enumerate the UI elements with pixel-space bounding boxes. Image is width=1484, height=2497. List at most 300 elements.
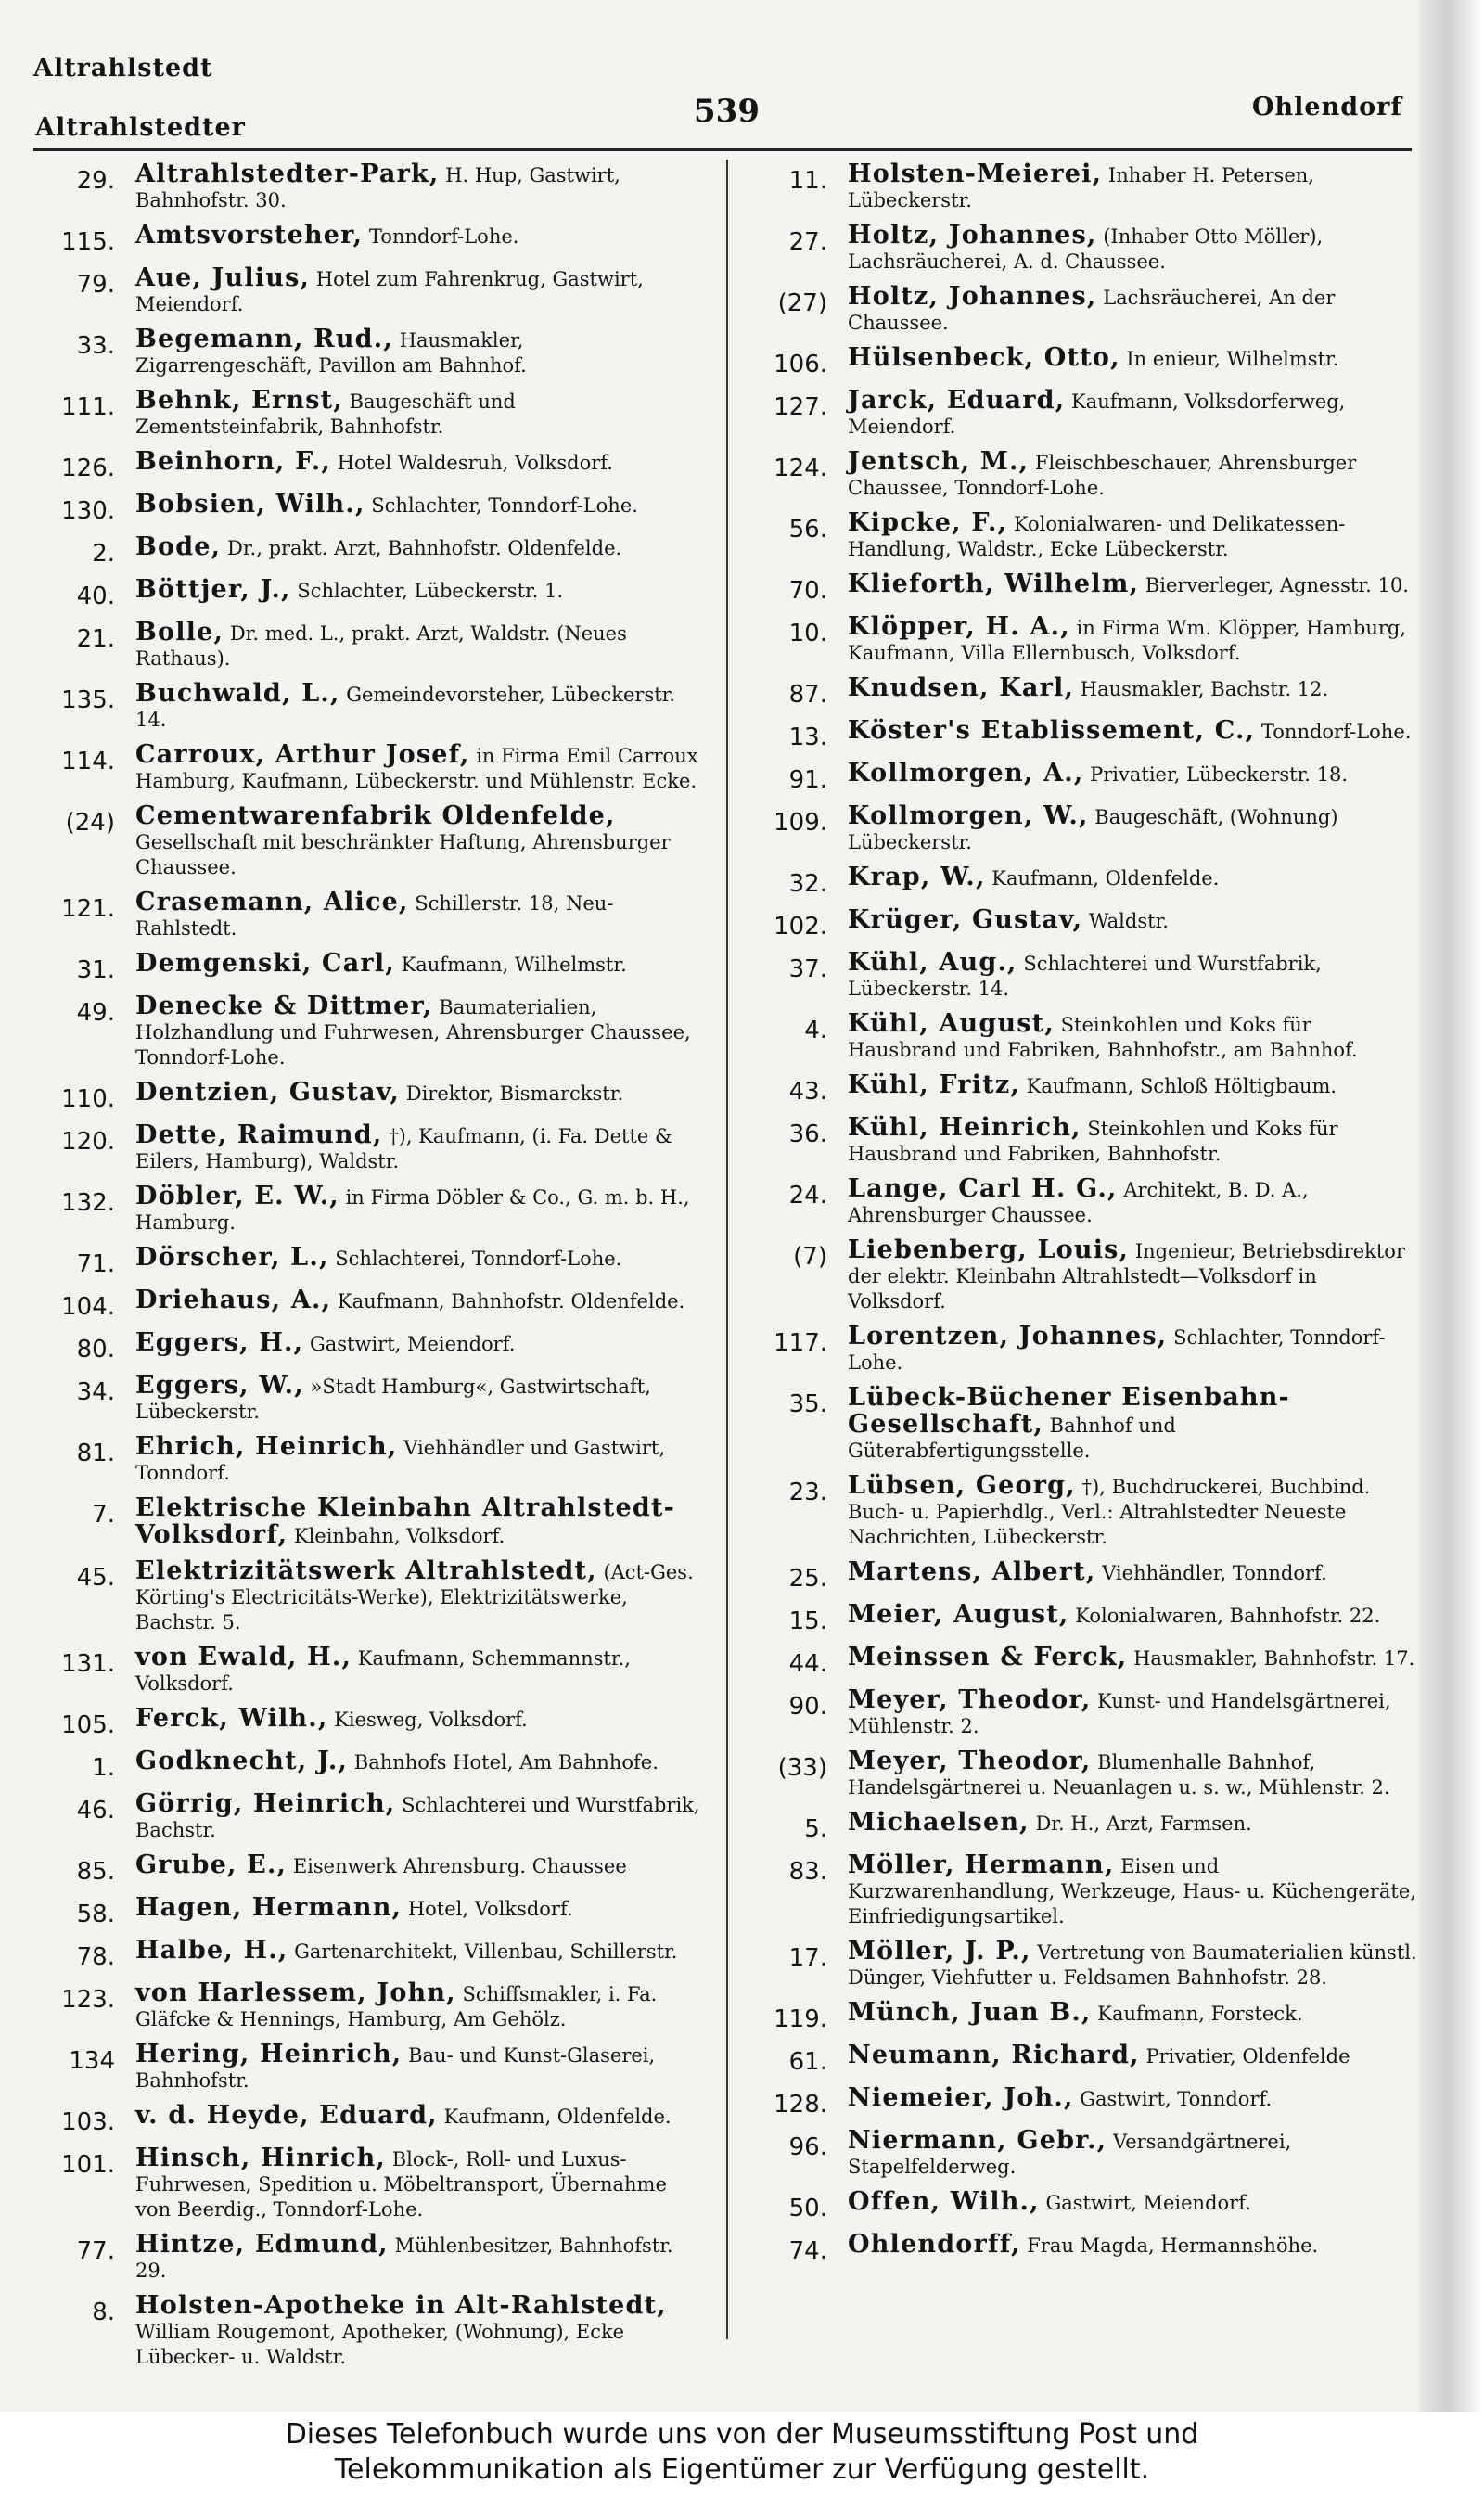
entry-number: 117. [774, 1329, 827, 1357]
entry-number: 111. [61, 393, 115, 421]
entry-name: Aue, Julius, [135, 263, 311, 292]
entry-number: 11. [788, 167, 827, 195]
entry-number: 21. [76, 625, 115, 653]
directory-entry [33, 1495, 703, 1549]
entry-number: 105. [61, 1711, 115, 1739]
entry-name: Kühl, Aug., [848, 948, 1017, 977]
entry-name: von Harlessem, John, [135, 1978, 456, 2007]
entry-name: Dette, Raimund, [135, 1120, 383, 1149]
entry-name: Lübeck-Büchener Eisenbahn-Gesellschaft, [848, 1383, 1290, 1439]
directory-entry [33, 265, 703, 317]
entry-name: Hülsenbeck, Otto, [848, 343, 1120, 372]
entry-body [848, 2000, 1419, 2027]
header-rule [33, 148, 1412, 151]
entry-number: 5. [804, 1815, 827, 1843]
entry-body [848, 1852, 1419, 1929]
entry-details: Gastwirt, Meiendorf. [1045, 2192, 1251, 2214]
directory-entry [742, 2128, 1419, 2180]
page-edge-shadow [1419, 0, 1484, 2412]
entry-body [135, 2103, 703, 2130]
directory-entry [742, 223, 1419, 275]
entry-body [848, 1115, 1419, 1167]
directory-entry [742, 1602, 1419, 1635]
directory-entry [742, 161, 1419, 213]
entry-details: Direktor, Bismarckstr. [405, 1082, 624, 1105]
entry-name: Neumann, Richard, [848, 2041, 1140, 2069]
entry-number: 23. [788, 1479, 827, 1506]
entry-body [135, 1558, 703, 1635]
entry-number: 8. [92, 2299, 115, 2326]
entry-details: Viehhändler, Tonndorf. [1102, 1562, 1327, 1584]
entry-details: Kolonialwaren, Bahnhofstr. 22. [1075, 1605, 1381, 1627]
entry-body [848, 571, 1419, 598]
entry-body [135, 1645, 703, 1697]
entry-name: Hintze, Edmund, [135, 2230, 389, 2259]
entry-number: 33. [76, 332, 115, 360]
entry-body [848, 161, 1419, 213]
entry-number: 7. [92, 1501, 115, 1529]
entry-name: Bode, [135, 532, 222, 561]
directory-entry [33, 2293, 703, 2370]
entry-details: Kaufmann, Forsteck. [1097, 2003, 1303, 2025]
right-column [742, 161, 1419, 2274]
directory-entry [33, 2042, 703, 2094]
entry-details: Kleinbahn, Volksdorf. [293, 1525, 505, 1547]
directory-entry [742, 2232, 1419, 2265]
directory-entry [742, 1176, 1419, 1228]
entry-details: Mühlenbesitzer, Bahnhofstr. 29. [135, 2234, 673, 2282]
entry-number: 114. [61, 748, 115, 775]
entry-details: Hotel Waldesruh, Volksdorf. [337, 452, 613, 474]
entry-body [135, 1080, 703, 1107]
directory-entry [33, 161, 703, 213]
directory-entry [742, 345, 1419, 378]
entry-number: 115. [61, 228, 115, 256]
entry-number: 121. [61, 895, 115, 923]
entry-number: 83. [788, 1858, 827, 1886]
entry-number: 124. [774, 455, 827, 482]
directory-entry [33, 1938, 703, 1971]
directory-entry [742, 675, 1419, 709]
entry-name: Kipcke, F., [848, 508, 1008, 537]
directory-entry [742, 1810, 1419, 1843]
entry-name: Münch, Juan B., [848, 1998, 1092, 2027]
entry-name: Crasemann, Alice, [135, 888, 409, 916]
entry-body [135, 265, 703, 317]
directory-entry [33, 681, 703, 733]
entry-details: Steinkohlen und Koks für Hausbrand und Fabriken, Bahnhofstr., am Bahnhof. [848, 1014, 1358, 1061]
entry-body [135, 993, 703, 1070]
directory-entry [33, 388, 703, 440]
entry-name: Holtz, Johannes, [848, 282, 1097, 311]
entry-body [135, 1122, 703, 1174]
directory-entry [742, 950, 1419, 1002]
entry-number: (33) [777, 1754, 827, 1782]
entry-name: Behnk, Ernst, [135, 386, 343, 415]
entry-number: 110. [61, 1085, 115, 1113]
entry-number: 45. [76, 1564, 115, 1592]
entry-name: Bobsien, Wilh., [135, 490, 365, 519]
entry-details: H. Hup, Gastwirt, Bahnhofstr. 30. [135, 164, 620, 211]
entry-name: Jentsch, M., [848, 447, 1030, 476]
entry-details: Schillerstr. 18, Neu-Rahlstedt. [135, 892, 614, 940]
entry-name: Kühl, August, [848, 1009, 1055, 1038]
entry-body [135, 534, 703, 561]
entry-body [848, 907, 1419, 934]
directory-entry [742, 803, 1419, 855]
entry-details: Architekt, B. D. A., Ahrensburger Chaussee. [848, 1179, 1309, 1226]
entry-name: Liebenberg, Louis, [848, 1236, 1130, 1264]
entry-details: in Firma Wm. Klöpper, Hamburg, Kaufmann, Villa Ellernbusch, Volksdorf. [848, 617, 1406, 664]
directory-entry [33, 1373, 703, 1425]
entry-details: Gartenarchitekt, Villenbau, Schillerstr. [294, 1940, 678, 1963]
entry-name: Carroux, Arthur Josef, [135, 740, 470, 769]
entry-name: Kühl, Heinrich, [848, 1113, 1081, 1142]
entry-number: (7) [793, 1243, 827, 1271]
entry-body [848, 2232, 1419, 2259]
entry-number: 96. [788, 2133, 827, 2161]
directory-entry [742, 1072, 1419, 1106]
directory-entry [742, 864, 1419, 898]
directory-entry [33, 1122, 703, 1174]
entry-details: Kolonialwaren- und Delikatessen-Handlung, Waldstr., Ecke Lübeckerstr. [848, 513, 1346, 560]
entry-body [135, 1287, 703, 1314]
entry-name: Kollmorgen, W., [848, 801, 1089, 830]
entry-name: Holtz, Johannes, [848, 221, 1097, 250]
entry-name: Niemeier, Joh., [848, 2083, 1074, 2112]
entry-body [848, 1687, 1419, 1739]
entry-number: 127. [774, 393, 827, 421]
entry-name: Ohlendorff, [848, 2230, 1021, 2259]
entry-number: 130. [61, 497, 115, 525]
entry-details: Gastwirt, Tonndorf. [1080, 2088, 1273, 2110]
left-column [33, 161, 703, 2379]
entry-body [848, 1602, 1419, 1629]
entry-body [135, 1938, 703, 1965]
entry-number: 13. [788, 723, 827, 751]
directory-entry [742, 449, 1419, 501]
entry-details: Hausmakler, Bachstr. 12. [1080, 678, 1329, 700]
entry-name: Denecke & Dittmer, [135, 992, 433, 1020]
entry-name: Görrig, Heinrich, [135, 1789, 396, 1818]
entry-details: Kaufmann, Bahnhofstr. Oldenfelde. [337, 1290, 685, 1313]
entry-body [135, 449, 703, 476]
entry-details: Kaufmann, Wilhelmstr. [401, 954, 627, 976]
directory-entry [742, 1939, 1419, 1991]
entry-number: 27. [788, 228, 827, 256]
entry-number: 10. [788, 620, 827, 647]
entry-details: Tonndorf-Lohe. [368, 225, 519, 248]
entry-body [135, 388, 703, 440]
entry-number: 132. [61, 1189, 115, 1217]
entry-details: Eisenwerk Ahrensburg. Chaussee [292, 1855, 627, 1877]
entry-body [848, 803, 1419, 855]
entry-details: †), Buchdruckerei, Buchbind. Buch- u. Papierhdlg., Verl.: Altrahlstedter Neueste Nachrichten, Lübeckerstr. [848, 1476, 1371, 1548]
entry-name: Krap, W., [848, 863, 986, 891]
entry-details: Schlachter, Lübeckerstr. 1. [297, 580, 564, 602]
entry-body [848, 2042, 1419, 2069]
entry-number: 134 [69, 2047, 115, 2075]
directory-entry [33, 1748, 703, 1782]
directory-entry [742, 1473, 1419, 1550]
entry-name: Döbler, E. W., [135, 1182, 339, 1210]
directory-entry [742, 761, 1419, 794]
entry-name: Grube, E., [135, 1850, 288, 1879]
entry-details: Fleischbeschauer, Ahrensburger Chaussee, Tonndorf-Lohe. [848, 452, 1357, 499]
entry-number: 81. [76, 1440, 115, 1467]
entry-body [135, 890, 703, 941]
entry-details: William Rougemont, Apotheker, (Wohnung), Ecke Lübecker- u. Waldstr. [135, 2321, 625, 2368]
entry-details: Dr. H., Arzt, Farmsen. [1035, 1812, 1252, 1835]
entry-number: 74. [788, 2237, 827, 2265]
directory-entry [742, 1237, 1419, 1314]
entry-details: In enieur, Wilhelmstr. [1126, 348, 1339, 370]
entry-details: Steinkohlen und Koks für Hausbrand und Fabriken, Bahnhofstr. [848, 1118, 1338, 1165]
entry-body [135, 1434, 703, 1486]
entry-details: Inhaber H. Petersen, Lübeckerstr. [848, 164, 1314, 211]
directory-entry [742, 2042, 1419, 2076]
entry-body [135, 742, 703, 794]
entry-name: Ehrich, Heinrich, [135, 1432, 398, 1461]
entry-name: Godknecht, J., [135, 1747, 349, 1775]
entry-number: 2. [92, 540, 115, 568]
entry-details: Gemeindevorsteher, Lübeckerstr. 14. [135, 684, 676, 731]
entry-details: Bahnhofs Hotel, Am Bahnhofe. [353, 1751, 659, 1774]
entry-number: 78. [76, 1943, 115, 1971]
entry-body [848, 1748, 1419, 1800]
directory-entry [742, 1324, 1419, 1376]
entry-details: Privatier, Lübeckerstr. 18. [1090, 763, 1349, 786]
entry-number: 24. [788, 1182, 827, 1210]
entry-number: 49. [76, 999, 115, 1027]
entry-body [135, 2293, 703, 2370]
entry-body [135, 161, 703, 213]
directory-entry [742, 571, 1419, 605]
entry-name: Böttjer, J., [135, 575, 291, 604]
entry-details: Schlachter, Tonndorf-Lohe. [371, 494, 638, 517]
entry-number: 31. [76, 956, 115, 984]
directory-entry [742, 1011, 1419, 1063]
entry-name: Eggers, H., [135, 1328, 304, 1357]
directory-entry [742, 614, 1419, 666]
directory-entry [33, 577, 703, 610]
entry-body [135, 1245, 703, 1272]
entry-name: Holsten-Apotheke in Alt-Rahlstedt, [135, 2291, 667, 2320]
header-left-keyword: Altrahlstedter [35, 113, 246, 142]
directory-entry [742, 1852, 1419, 1929]
column-divider [726, 160, 728, 2339]
entry-number: 103. [61, 2108, 115, 2136]
entry-details: Schlachter, Tonndorf-Lohe. [848, 1326, 1386, 1374]
entry-body [135, 1791, 703, 1843]
entry-details: Hausmakler, Bahnhofstr. 17. [1133, 1647, 1415, 1670]
entry-body [848, 345, 1419, 372]
entry-name: Meyer, Theodor, [848, 1747, 1092, 1775]
entry-details: Dr., prakt. Arzt, Bahnhofstr. Oldenfelde. [226, 537, 622, 559]
directory-entry [742, 718, 1419, 751]
entry-details: in Firma Döbler & Co., G. m. b. H., Hamburg. [135, 1186, 690, 1234]
entry-body [135, 1895, 703, 1922]
entry-number: 77. [76, 2237, 115, 2265]
entry-name: Cementwarenfabrik Oldenfelde, [135, 801, 616, 830]
header-right-keyword: Ohlendorf [1252, 93, 1402, 122]
entry-details: Versandgärtnerei, Stapelfelderweg. [848, 2131, 1292, 2178]
entry-body [135, 1706, 703, 1733]
entry-name: Elektrizitätswerk Altrahlstedt, [135, 1556, 597, 1585]
entry-details: Tonndorf-Lohe. [1260, 721, 1412, 743]
entry-body [848, 1385, 1419, 1464]
entry-name: Altrahlstedter-Park, [135, 160, 440, 188]
entry-number: 25. [788, 1565, 827, 1593]
entry-body [848, 1473, 1419, 1550]
entry-body [848, 614, 1419, 666]
entry-name: Köster's Etablissement, C., [848, 716, 1256, 745]
directory-entry [33, 2232, 703, 2284]
entry-number: 29. [76, 167, 115, 195]
entry-details: Frau Magda, Hermannshöhe. [1027, 2234, 1319, 2257]
directory-entry [742, 510, 1419, 562]
entry-body [848, 284, 1419, 336]
directory-entry [33, 492, 703, 525]
entry-details: Kaufmann, Schemmannstr., Volksdorf. [135, 1647, 631, 1695]
entry-details: Baugeschäft und Zementsteinfabrik, Bahnhofstr. [135, 391, 516, 438]
entry-name: Driehaus, A., [135, 1286, 332, 1314]
entry-name: Buchwald, L., [135, 679, 340, 708]
directory-entry [33, 951, 703, 984]
directory-entry [742, 1748, 1419, 1800]
directory-entry [33, 1706, 703, 1739]
entry-body [848, 2189, 1419, 2216]
entry-number: 80. [76, 1336, 115, 1364]
entry-body [848, 864, 1419, 891]
entry-details: Schlachterei und Wurstfabrik, Lübeckerstr. 14. [848, 953, 1322, 1000]
entry-body [135, 2145, 703, 2222]
entry-details: Viehhändler und Gastwirt, Tonndorf. [135, 1437, 666, 1484]
entry-body [135, 620, 703, 672]
directory-entry [33, 1895, 703, 1928]
entry-details: Dr. med. L., prakt. Arzt, Waldstr. (Neues Rathaus). [135, 622, 627, 670]
entry-body [135, 1184, 703, 1236]
entry-number: 119. [774, 2005, 827, 2033]
entry-details: Baumaterialien, Holzhandlung und Fuhrwesen, Ahrensburger Chaussee, Tonndorf-Lohe. [135, 996, 691, 1069]
page-number: 539 [694, 93, 760, 130]
entry-number: 50. [788, 2195, 827, 2222]
entry-details: Kaufmann, Schloß Höltigbaum. [1026, 1075, 1337, 1097]
entry-details: Bierverleger, Agnesstr. 10. [1145, 574, 1409, 596]
entry-body [848, 761, 1419, 788]
entry-details: Lachsräucherei, An der Chaussee. [848, 287, 1336, 334]
entry-name: Knudsen, Karl, [848, 673, 1075, 702]
entry-details: Privatier, Oldenfelde [1145, 2045, 1350, 2068]
header-top-left: Altrahlstedt [33, 54, 213, 83]
entry-body [848, 388, 1419, 440]
directory-entry [742, 1559, 1419, 1593]
entry-name: Bolle, [135, 618, 224, 647]
entry-name: Martens, Albert, [848, 1557, 1096, 1586]
entry-name: Hering, Heinrich, [135, 2040, 403, 2068]
entry-name: Elektrische Kleinbahn Altrahlstedt-Volksdorf, [135, 1493, 676, 1549]
entry-number: 102. [774, 913, 827, 941]
entry-details: †), Kaufmann, (i. Fa. Dette & Eilers, Hamburg), Waldstr. [135, 1125, 672, 1172]
entry-body [135, 951, 703, 978]
entry-number: 106. [774, 351, 827, 378]
footer-line-1: Dieses Telefonbuch wurde uns von der Museumsstiftung Post und [285, 2418, 1199, 2451]
entry-name: Meinssen & Ferck, [848, 1643, 1128, 1671]
entry-number: 58. [76, 1901, 115, 1928]
entry-details: Waldstr. [1088, 910, 1169, 932]
entry-number: 17. [788, 1944, 827, 1972]
entry-name: Niermann, Gebr., [848, 2126, 1107, 2155]
entry-name: Kollmorgen, A., [848, 759, 1084, 788]
entry-body [848, 718, 1419, 745]
entry-details: Blumenhalle Bahnhof, Handelsgärtnerei u. Neuanlagen u. s. w., Mühlenstr. 2. [848, 1751, 1390, 1799]
entry-body [135, 2042, 703, 2094]
entry-details: Gastwirt, Meiendorf. [309, 1333, 516, 1355]
entry-number: 40. [76, 583, 115, 610]
entry-name: Meier, August, [848, 1600, 1069, 1629]
directory-entry [33, 890, 703, 941]
entry-number: 71. [76, 1250, 115, 1278]
footer-line-2: Telekommunikation als Eigentümer zur Verfügung gestellt. [334, 2453, 1150, 2486]
entry-body [848, 510, 1419, 562]
entry-details: Gesellschaft mit beschränkter Haftung, Ahrensburger Chaussee. [135, 831, 671, 878]
entry-name: Halbe, H., [135, 1936, 288, 1965]
entry-name: Möller, J. P., [848, 1937, 1031, 1966]
entry-body [135, 223, 703, 250]
entry-body [135, 2232, 703, 2284]
entry-name: Lorentzen, Johannes, [848, 1322, 1168, 1351]
directory-entry [33, 1791, 703, 1843]
entry-number: 79. [76, 271, 115, 299]
entry-number: 131. [61, 1650, 115, 1678]
entry-body [848, 950, 1419, 1002]
entry-body [135, 681, 703, 733]
entry-number: 91. [788, 766, 827, 794]
entry-name: Jarck, Eduard, [848, 386, 1066, 415]
entry-details: Bahnhof und Güterabfertigungsstelle. [848, 1415, 1176, 1462]
footer-notice [0, 2412, 1484, 2497]
entry-number: 35. [788, 1390, 827, 1418]
entry-body [848, 1939, 1419, 1991]
entry-number: 37. [788, 955, 827, 983]
entry-name: Lübsen, Georg, [848, 1471, 1076, 1500]
entry-name: Ferck, Wilh., [135, 1704, 328, 1733]
entry-body [848, 2128, 1419, 2180]
entry-name: Krüger, Gustav, [848, 905, 1083, 934]
directory-entry [33, 2145, 703, 2222]
entry-number: 1. [92, 1754, 115, 1782]
entry-body [848, 223, 1419, 275]
entry-body [135, 492, 703, 519]
directory-entry [33, 327, 703, 378]
entry-body [848, 1176, 1419, 1228]
entry-details: Schlachterei, Tonndorf-Lohe. [335, 1248, 622, 1270]
entry-number: 120. [61, 1128, 115, 1156]
directory-entry [742, 2189, 1419, 2222]
entry-name: Holsten-Meierei, [848, 160, 1103, 188]
entry-name: Demgenski, Carl, [135, 949, 395, 978]
entry-body [848, 1645, 1419, 1671]
entry-number: 87. [788, 681, 827, 709]
entry-name: Dentzien, Gustav, [135, 1078, 401, 1107]
entry-number: 128. [774, 2091, 827, 2119]
directory-entry [33, 1184, 703, 1236]
entry-number: 85. [76, 1858, 115, 1886]
entry-name: Eggers, W., [135, 1371, 304, 1400]
entry-name: Klieforth, Wilhelm, [848, 570, 1140, 598]
directory-entry [33, 223, 703, 256]
entry-body [848, 1324, 1419, 1376]
